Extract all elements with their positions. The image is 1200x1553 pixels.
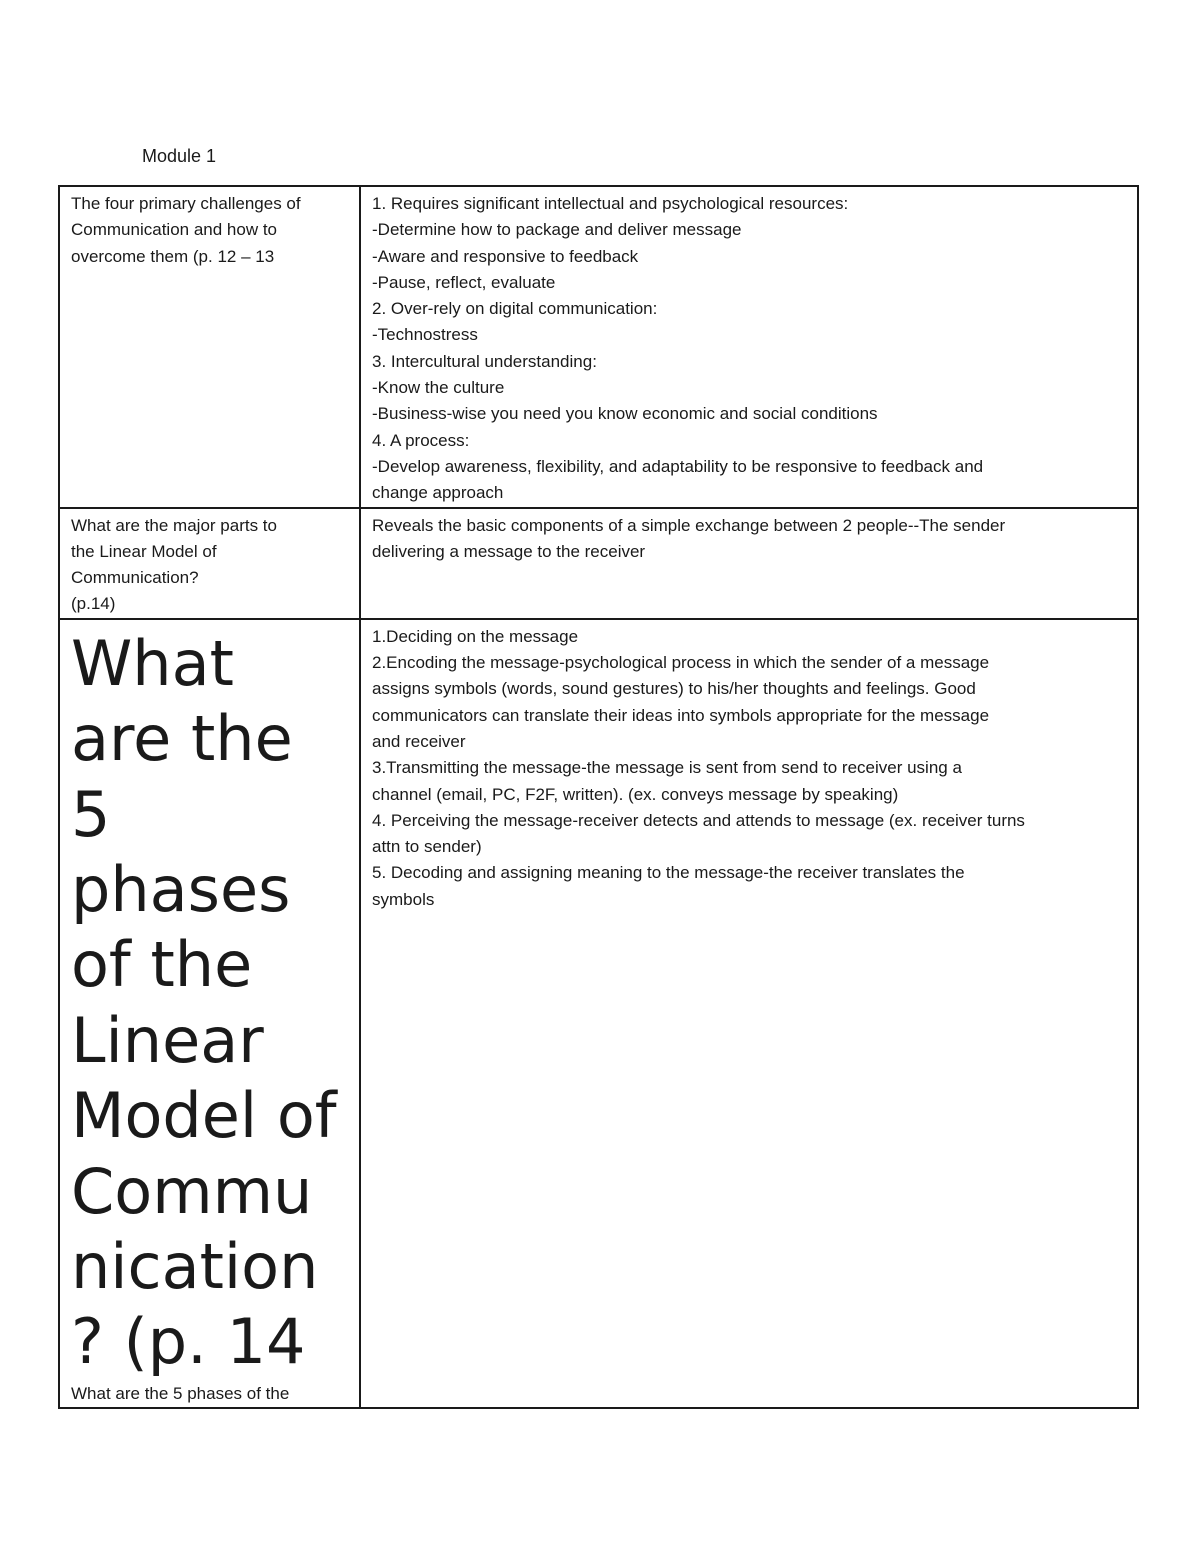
notes-table [58, 185, 1139, 1409]
answer-line: 2. Over-rely on digital communication: [372, 299, 658, 319]
question-line: ? (p. 14 [71, 1305, 306, 1379]
table-row [59, 508, 1138, 619]
question-line: nication [71, 1230, 319, 1303]
answer-line: and receiver [372, 731, 466, 751]
answer-cell [360, 619, 1138, 1408]
answer-line: 3. Intercultural understanding: [372, 351, 597, 371]
answer-line: -Technostress [372, 325, 478, 345]
answer-line: communicators can translate their ideas into symbols appropriate for the message [372, 705, 990, 725]
answer-line: assigns symbols (words, sound gestures) to his/her thoughts and feelings. Good [372, 679, 976, 699]
question-line: Commu [71, 1154, 313, 1228]
answer-line: 5. Decoding and assigning meaning to the message-the receiver translates the [372, 863, 965, 883]
answer-line: -Know the culture [372, 378, 505, 398]
question-line: are the [71, 702, 293, 776]
table-row [59, 619, 1138, 1408]
question-line: The four primary challenges of [71, 194, 301, 213]
answer-cell [360, 186, 1138, 508]
question-line: (p.14) [71, 594, 116, 614]
question-small-text: What are the 5 phases of the [71, 1383, 290, 1403]
table-row [59, 186, 1138, 508]
question-line: What are the major parts to [71, 515, 277, 535]
question-cell [59, 186, 360, 508]
question-line: Communication and how to [71, 220, 278, 240]
answer-line: symbols [372, 889, 435, 909]
answer-line: Reveals the basic components of a simple exchange between 2 people--The sender [372, 515, 1006, 535]
question-line: of the [71, 928, 253, 1002]
question-large-text [71, 626, 349, 1380]
answer-line: 4. A process: [372, 430, 470, 450]
answer-line: channel (email, PC, F2F, written). (ex. conveys message by speaking) [372, 784, 899, 804]
answer-line: -Aware and responsive to feedback [372, 246, 639, 266]
answer-line: -Develop awareness, flexibility, and adaptability to be responsive to feedback and [372, 456, 984, 476]
question-line: What [71, 626, 234, 700]
question-line: Linear [71, 1003, 264, 1077]
question-line: Communication? [71, 568, 199, 588]
answer-line: 1.Deciding on the message [372, 626, 579, 646]
answer-cell [360, 508, 1138, 619]
answer-line: 4. Perceiving the message-receiver detects and attends to message (ex. receiver turns [372, 810, 1025, 830]
answer-line: change approach [372, 483, 504, 503]
answer-line: delivering a message to the receiver [372, 541, 646, 561]
document-heading: Module 1 [142, 146, 217, 166]
question-cell [59, 508, 360, 619]
question-line: overcome them (p. 12 – 13 [71, 246, 275, 266]
question-cell [59, 619, 360, 1408]
question-line: Model of [71, 1079, 337, 1153]
answer-line: -Business-wise you need you know economic and social conditions [372, 404, 878, 424]
answer-line: -Pause, reflect, evaluate [372, 272, 556, 292]
answer-line: -Determine how to package and deliver message [372, 220, 742, 240]
answer-line: 2.Encoding the message-psychological process in which the sender of a message [372, 653, 990, 673]
answer-line: 3.Transmitting the message-the message is sent from send to receiver using a [372, 758, 962, 778]
question-line: phases [71, 852, 291, 926]
question-line: 5 [71, 777, 111, 851]
answer-line: 1. Requires significant intellectual and psychological resources: [372, 194, 849, 213]
question-line: the Linear Model of [71, 541, 217, 561]
answer-line: attn to sender) [372, 837, 482, 857]
